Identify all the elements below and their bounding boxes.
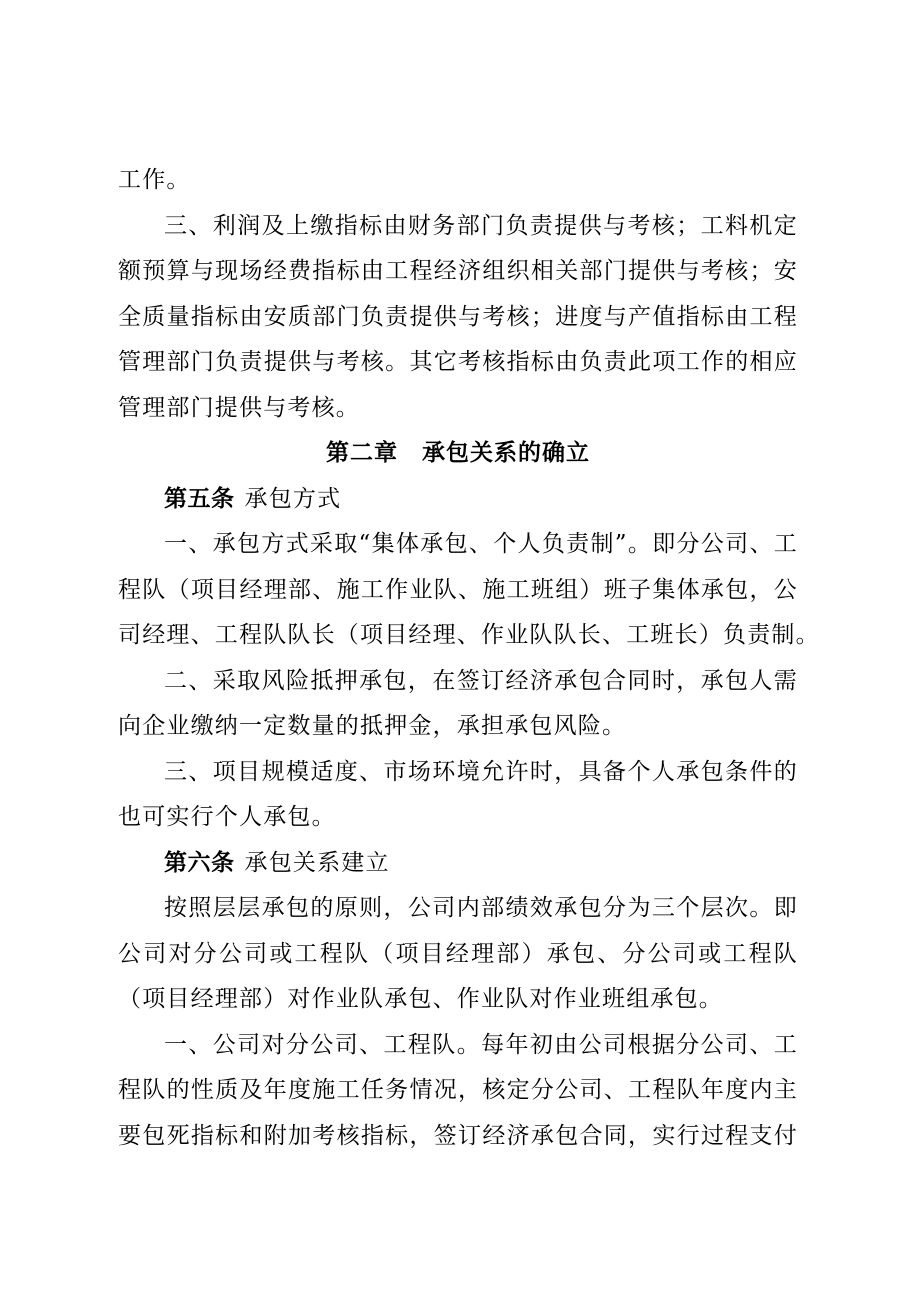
- paragraph-line: 三、项目规模适度、市场环境允许时，具备个人承包条件的: [164, 758, 798, 785]
- chapter-number: 第二章: [326, 440, 398, 466]
- paragraph-line: 公司对分公司或工程队（项目经理部）承包、分公司或工程队: [118, 940, 798, 967]
- paragraph-line: 全质量指标由安质部门负责提供与考核；进度与产值指标由工程: [118, 303, 798, 330]
- paragraph-line: 向企业缴纳一定数量的抵押金，承担承包风险。: [118, 713, 627, 739]
- article-heading: [118, 477, 798, 523]
- paragraph-line: 程队的性质及年度施工任务情况，核定分公司、工程队年度内主: [118, 1077, 798, 1103]
- chapter-heading: [118, 431, 798, 477]
- article-title: 承包方式: [244, 485, 342, 512]
- article-number: 第六条: [164, 849, 235, 876]
- paragraph-line: 二、采取风险抵押承包，在签订经济承包合同时，承包人需: [164, 667, 798, 694]
- paragraph-line: 司经理、工程队队长（项目经理、作业队队长、工班长）负责制。: [118, 622, 820, 648]
- article-title: 承包关系建立: [244, 849, 390, 876]
- article-number: 第五条: [164, 485, 235, 512]
- paragraph-line: 三、利润及上缴指标由财务部门负责提供与考核；工料机定: [164, 212, 798, 239]
- paragraph-line: （项目经理部）对作业队承包、作业队对作业班组承包。: [118, 986, 723, 1012]
- paragraph-line: 一、公司对分公司、工程队。每年初由公司根据分公司、工: [164, 1031, 798, 1058]
- paragraph-line: 也可实行个人承包。: [118, 804, 336, 830]
- chapter-title: 承包关系的确立: [422, 440, 590, 466]
- document-page: [118, 158, 820, 1159]
- paragraph-line: 按照层层承包的原则，公司内部绩效承包分为三个层次。即: [164, 895, 798, 921]
- paragraph-line: 额预算与现场经费指标由工程经济组织相关部门提供与考核；安: [118, 258, 798, 284]
- paragraph-line: 管理部门提供与考核。: [118, 394, 360, 421]
- paragraph-line: 程队（项目经理部、施工作业队、施工班组）班子集体承包，公: [118, 576, 798, 603]
- paragraph-line: 管理部门负责提供与考核。其它考核指标由负责此项工作的相应: [118, 349, 798, 375]
- paragraph-line: 要包死指标和附加考核指标，签订经济承包合同，实行过程支付: [118, 1122, 798, 1149]
- paragraph-line: 工作。: [118, 167, 191, 193]
- article-heading: [118, 841, 798, 887]
- paragraph-line: 一、承包方式采取“集体承包、个人负责制”。即分公司、工: [164, 531, 798, 557]
